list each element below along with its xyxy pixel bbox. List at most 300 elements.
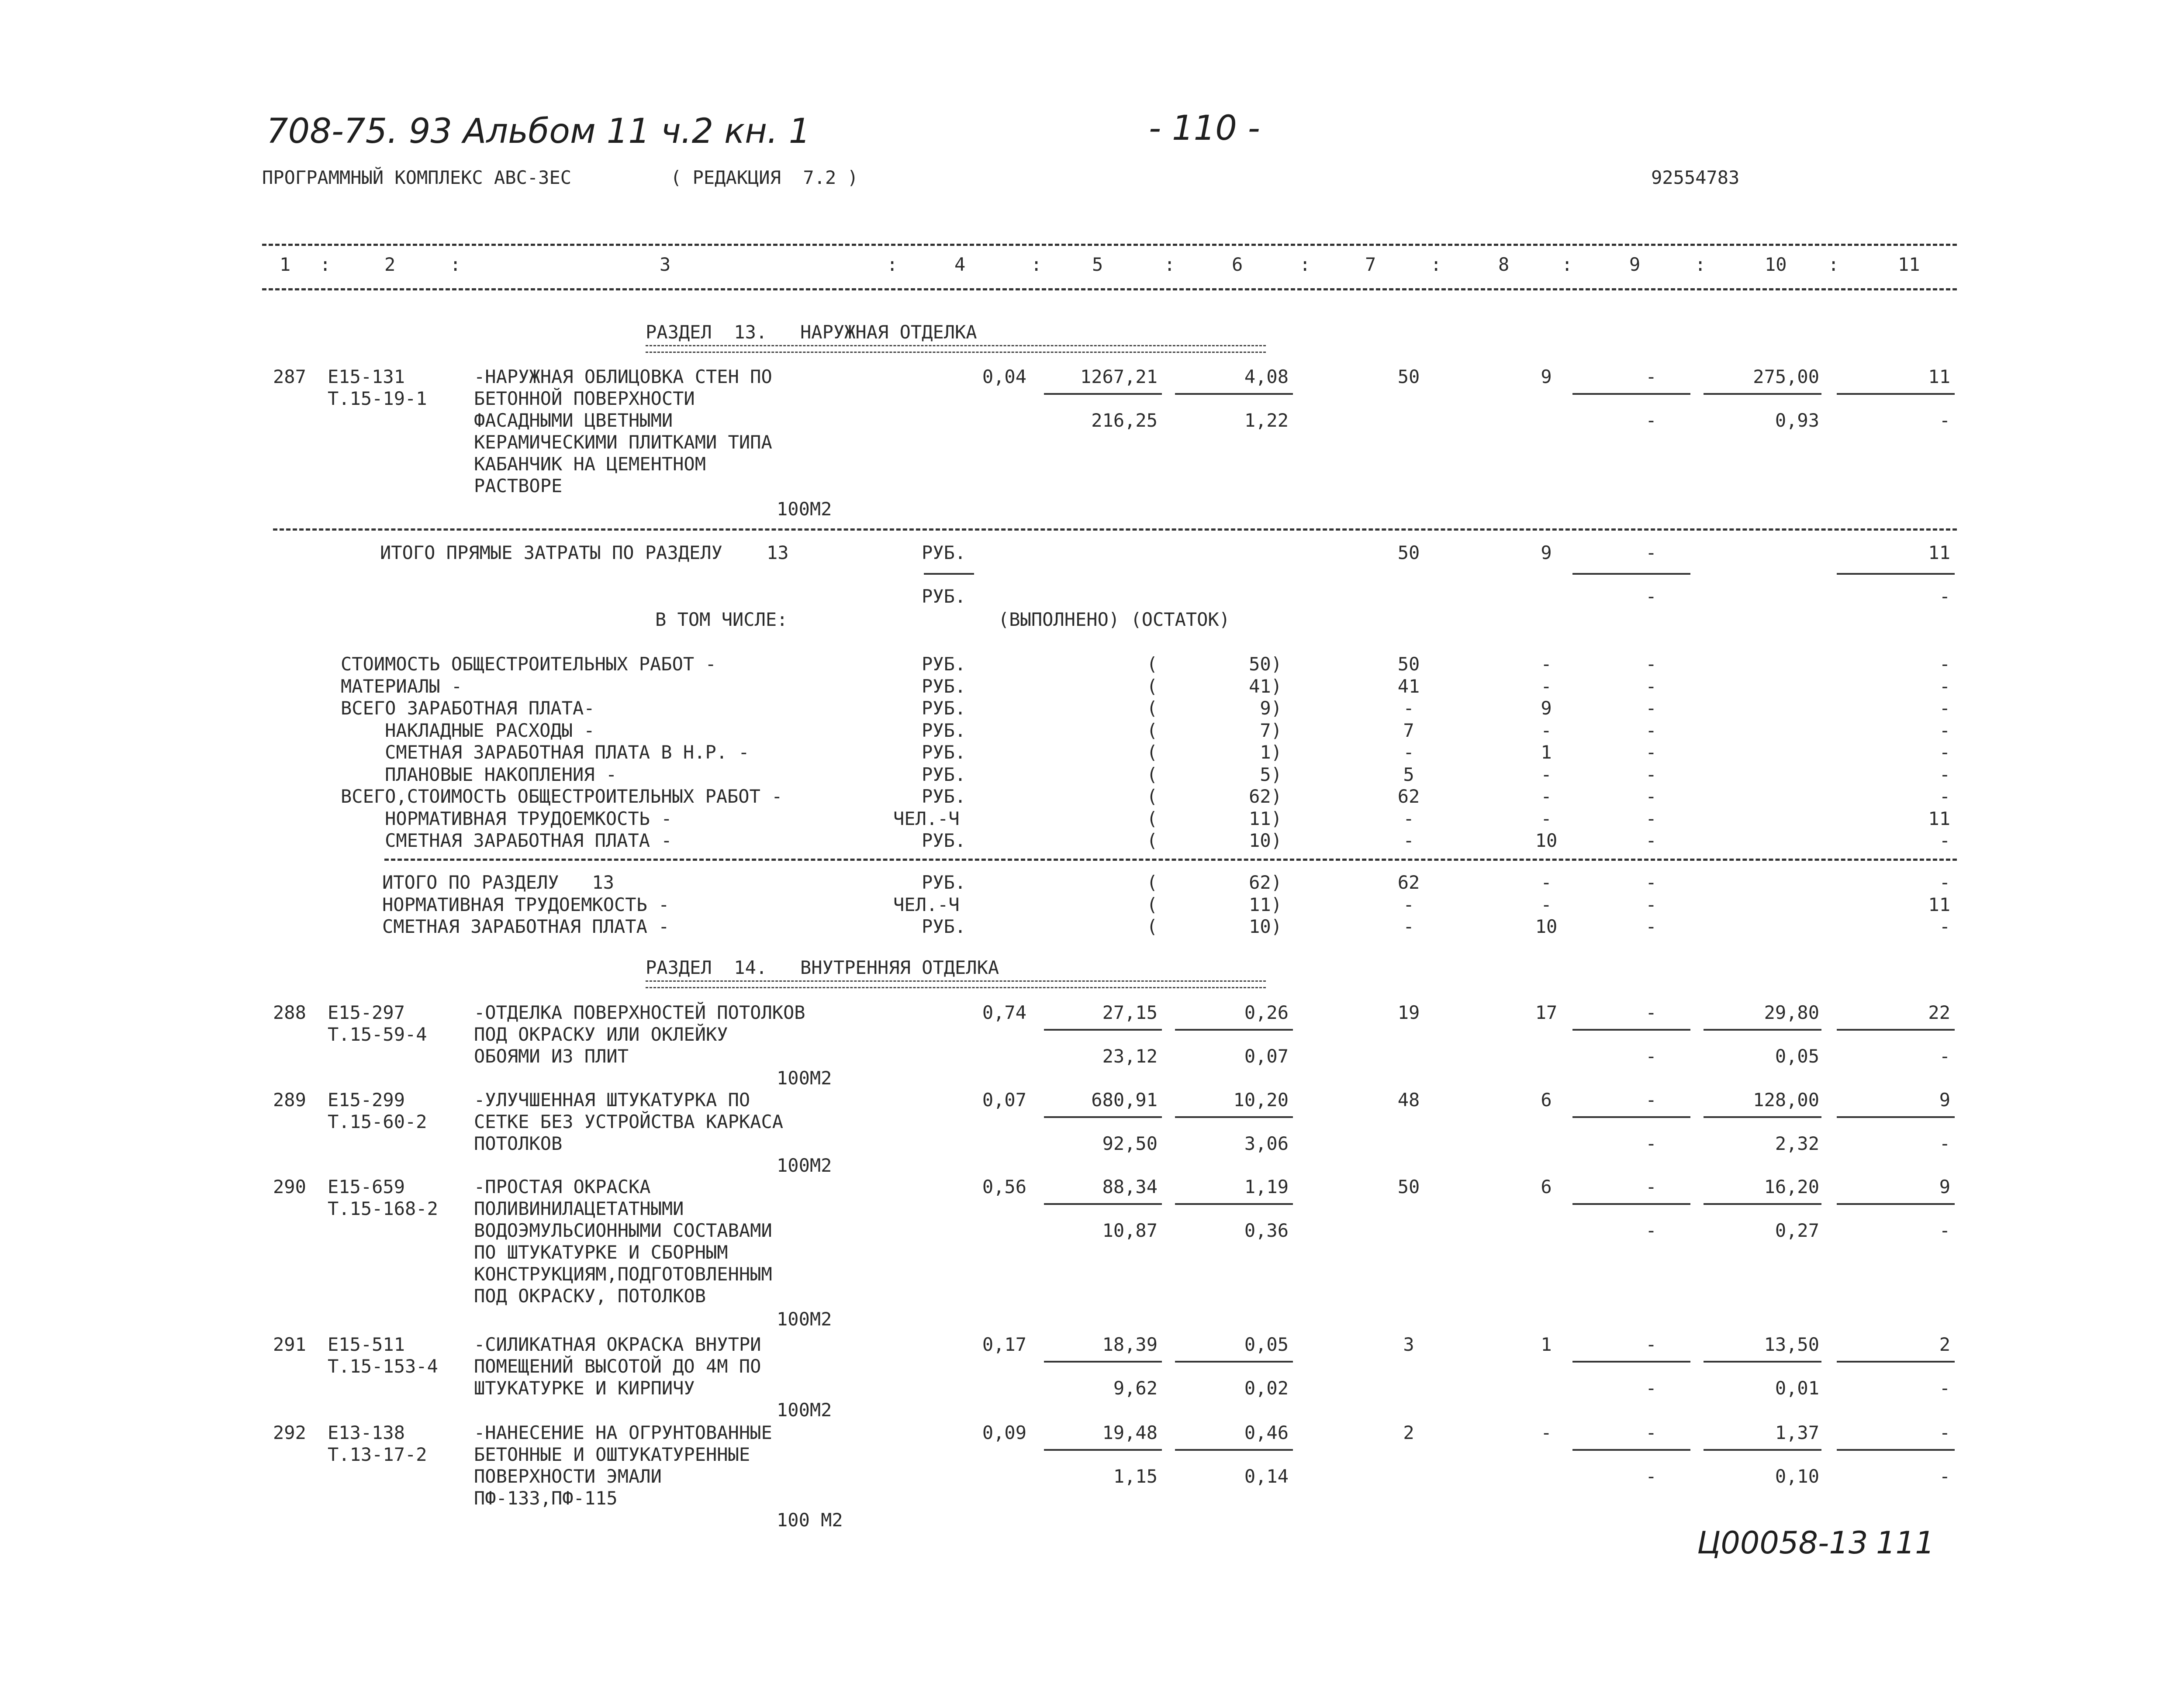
item-col10-wages: 0,27 (1775, 1220, 1819, 1241)
item-col9-rule (1572, 393, 1690, 395)
item-col6-total-cost: 10,20 (1233, 1089, 1289, 1111)
item-col9-wages: - (1645, 1133, 1657, 1154)
totals-col9: - (1645, 542, 1657, 563)
item-col7: 50 (1397, 366, 1420, 387)
item-col10-rule (1704, 1449, 1821, 1451)
item-col11: - (1939, 1422, 1950, 1443)
item-col11-rule (1837, 1361, 1955, 1363)
item-col6-rule (1175, 1449, 1293, 1451)
breakdown-value: 11) (1249, 807, 1282, 829)
item-col11-rule (1837, 393, 1955, 395)
breakdown-col8: - (1541, 763, 1552, 785)
item-col6-rule (1175, 1361, 1293, 1363)
item-col6-wages: 0,07 (1244, 1045, 1289, 1067)
item-col6-wages: 3,06 (1244, 1133, 1289, 1154)
item-col10-wages: 2,32 (1775, 1133, 1819, 1154)
section-total-col11: - (1939, 916, 1950, 937)
item-col10: 1,37 (1775, 1422, 1819, 1443)
item-description-line: -СИЛИКАТНАЯ ОКРАСКА ВНУТРИ (474, 1334, 761, 1355)
breakdown-col8: 9 (1541, 697, 1552, 719)
item-description-line: ПФ-133,ПФ-115 (474, 1487, 618, 1509)
item-col11-wages: - (1939, 1377, 1950, 1399)
column-header-7: 7 (1365, 254, 1376, 275)
breakdown-col11: - (1939, 786, 1950, 807)
column-separator: : (1031, 254, 1042, 275)
header-rule-bottom (262, 288, 1957, 290)
handwritten-code: 708-75. 93 (266, 112, 453, 151)
breakdown-col9: - (1645, 742, 1657, 763)
section-13-title: РАЗДЕЛ 13. НАРУЖНАЯ ОТДЕЛКА (646, 321, 977, 343)
breakdown-col11: - (1939, 763, 1950, 785)
item-description-line: СЕТКЕ БЕЗ УСТРОЙСТВА КАРКАСА (474, 1111, 784, 1132)
section-total-col9: - (1645, 872, 1657, 893)
section-total-value: 62) (1249, 872, 1282, 893)
item-col10: 128,00 (1753, 1089, 1819, 1111)
item-col11-rule (1837, 1203, 1955, 1205)
breakdown-label: ПЛАНОВЫЕ НАКОПЛЕНИЯ - (341, 763, 617, 785)
item-unit: 100М2 (777, 1308, 832, 1330)
breakdown-col11: - (1939, 830, 1950, 851)
section-total-unit: ЧЕЛ.-Ч (893, 894, 960, 915)
item-col9: - (1645, 1002, 1657, 1023)
column-header-4: 4 (954, 254, 966, 275)
header-rule-top (262, 244, 1957, 246)
item-description-line: -НАНЕСЕНИЕ НА ОГРУНТОВАННЫЕ (474, 1422, 772, 1443)
item-col9-rule (1572, 1449, 1690, 1451)
totals-col11-rule (1837, 573, 1955, 575)
breakdown-col7: - (1403, 742, 1414, 763)
item-col9: - (1645, 366, 1657, 387)
item-col10-rule (1704, 1116, 1821, 1118)
item-description-line: -НАРУЖНАЯ ОБЛИЦОВКА СТЕН ПО (474, 366, 772, 387)
item-col5-unit-cost: 1267,21 (1080, 366, 1158, 387)
section-14-underline (646, 980, 1266, 988)
section-total-label: НОРМАТИВНАЯ ТРУДОЕМКОСТЬ - (382, 894, 670, 915)
section-total-col8: - (1541, 894, 1552, 915)
item-number: 290 (273, 1176, 306, 1197)
column-separator: : (320, 254, 331, 275)
item-col10-wages: 0,01 (1775, 1377, 1819, 1399)
breakdown-value: 62) (1249, 786, 1282, 807)
item-reference: Т.15-60-2 (328, 1111, 427, 1132)
item-unit: 100М2 (777, 1067, 832, 1089)
section-total-label: ИТОГО ПО РАЗДЕЛУ 13 (382, 872, 615, 893)
column-separator: : (887, 254, 898, 275)
totals-col7: 50 (1397, 542, 1420, 563)
item-col4-quantity: 0,56 (982, 1176, 1026, 1197)
item-col8: 9 (1541, 366, 1552, 387)
item-col6-rule (1175, 1029, 1293, 1031)
section-total-col8: 10 (1535, 916, 1558, 937)
item-col9-wages: - (1645, 410, 1657, 431)
breakdown-unit: РУБ. (922, 830, 966, 851)
item-description-line: БЕТОННОЙ ПОВЕРХНОСТИ (474, 388, 695, 409)
breakdown-col7: - (1403, 830, 1414, 851)
totals-unit-1: РУБ. (922, 542, 966, 563)
item-description-line: ПОВЕРХНОСТИ ЭМАЛИ (474, 1466, 662, 1487)
breakdown-col9: - (1645, 830, 1657, 851)
breakdown-unit: ЧЕЛ.-Ч (893, 807, 960, 829)
column-header-6: 6 (1232, 254, 1243, 275)
breakdown-paren: ( (1147, 719, 1158, 741)
done-remaining-label: (ВЫПОЛНЕНО) (ОСТАТОК) (998, 609, 1230, 630)
breakdown-paren: ( (1147, 786, 1158, 807)
section-total-col7: 62 (1397, 872, 1420, 893)
section-13-breakdown-rule (384, 859, 1957, 861)
section-total-unit: РУБ. (922, 872, 966, 893)
item-number: 291 (273, 1334, 306, 1355)
item-col11: 22 (1928, 1002, 1950, 1023)
breakdown-value: 50) (1249, 653, 1282, 675)
item-col9-rule (1572, 1361, 1690, 1363)
item-col6-total-cost: 1,19 (1244, 1176, 1289, 1197)
item-col9-wages: - (1645, 1220, 1657, 1241)
item-col4-quantity: 0,04 (982, 366, 1026, 387)
including-label: В ТОМ ЧИСЛЕ: (655, 609, 788, 630)
item-col10-rule (1704, 1361, 1821, 1363)
item-col5-rule (1044, 1116, 1162, 1118)
column-header-1: 1 (280, 254, 291, 275)
breakdown-col11: - (1939, 653, 1950, 675)
item-number: 292 (273, 1422, 306, 1443)
item-description-line: РАСТВОРЕ (474, 475, 563, 497)
breakdown-label: НОРМАТИВНАЯ ТРУДОЕМКОСТЬ - (341, 807, 672, 829)
handwritten-album: Альбом 11 ч.2 кн. 1 (463, 112, 811, 151)
item-code: Е15-297 (328, 1002, 405, 1023)
item-col4-quantity: 0,07 (982, 1089, 1026, 1111)
breakdown-unit: РУБ. (922, 763, 966, 785)
item-col10: 13,50 (1764, 1334, 1819, 1355)
item-col5-rule (1044, 1361, 1162, 1363)
section-total-col11: - (1939, 872, 1950, 893)
item-description-line: ШТУКАТУРКЕ И КИРПИЧУ (474, 1377, 695, 1399)
breakdown-col9: - (1645, 719, 1657, 741)
breakdown-col8: - (1541, 675, 1552, 697)
item-col11-rule (1837, 1449, 1955, 1451)
column-separator: : (1562, 254, 1573, 275)
item-code: Е15-131 (328, 366, 405, 387)
section-total-col9: - (1645, 916, 1657, 937)
item-col10-wages: 0,05 (1775, 1045, 1819, 1067)
section-14-title: РАЗДЕЛ 14. ВНУТРЕННЯЯ ОТДЕЛКА (646, 957, 999, 978)
item-col9-rule (1572, 1116, 1690, 1118)
item-col9-wages: - (1645, 1377, 1657, 1399)
item-col6-total-cost: 0,05 (1244, 1334, 1289, 1355)
column-separator: : (450, 254, 461, 275)
section-total-col7: - (1403, 894, 1414, 915)
breakdown-col7: 41 (1397, 675, 1420, 697)
item-col9: - (1645, 1089, 1657, 1111)
breakdown-col9: - (1645, 807, 1657, 829)
breakdown-value: 9) (1260, 697, 1282, 719)
column-header-9: 9 (1629, 254, 1641, 275)
item-col8: - (1541, 1422, 1552, 1443)
item-code: Е13-138 (328, 1422, 405, 1443)
item-col11-rule (1837, 1116, 1955, 1118)
breakdown-value: 1) (1260, 742, 1282, 763)
item-col5-wages: 92,50 (1102, 1133, 1158, 1154)
item-col5-wages: 9,62 (1113, 1377, 1158, 1399)
item-reference: Т.15-59-4 (328, 1024, 427, 1045)
section-total-unit: РУБ. (922, 916, 966, 937)
column-separator: : (1164, 254, 1175, 275)
item-col5-unit-cost: 88,34 (1102, 1176, 1158, 1197)
item-col11: 9 (1939, 1176, 1950, 1197)
breakdown-unit: РУБ. (922, 786, 966, 807)
breakdown-col11: - (1939, 697, 1950, 719)
item-unit: 100М2 (777, 1399, 832, 1421)
section-total-col8: - (1541, 872, 1552, 893)
item-col6-total-cost: 0,26 (1244, 1002, 1289, 1023)
item-col5-wages: 216,25 (1091, 410, 1158, 431)
column-header-5: 5 (1092, 254, 1103, 275)
item-col11-wages: - (1939, 1466, 1950, 1487)
breakdown-unit: РУБ. (922, 675, 966, 697)
totals-col9-rule (1572, 573, 1690, 575)
breakdown-col8: 1 (1541, 742, 1552, 763)
breakdown-col9: - (1645, 675, 1657, 697)
section-total-label: СМЕТНАЯ ЗАРАБОТНАЯ ПЛАТА - (382, 916, 670, 937)
breakdown-col11: - (1939, 675, 1950, 697)
item-col10-wages: 0,10 (1775, 1466, 1819, 1487)
item-col6-wages: 0,36 (1244, 1220, 1289, 1241)
item-col6-rule (1175, 1116, 1293, 1118)
item-col6-rule (1175, 1203, 1293, 1205)
item-col11-wages: - (1939, 410, 1950, 431)
item-description-line: ПО ШТУКАТУРКЕ И СБОРНЫМ (474, 1242, 728, 1263)
breakdown-col7: 5 (1403, 763, 1414, 785)
item-description-line: КОНСТРУКЦИЯМ,ПОДГОТОВЛЕННЫМ (474, 1263, 772, 1285)
item-number: 287 (273, 366, 306, 387)
item-description-line: КАБАНЧИК НА ЦЕМЕНТНОМ (474, 453, 706, 475)
item-col4-quantity: 0,09 (982, 1422, 1026, 1443)
item-col9-rule (1572, 1029, 1690, 1031)
breakdown-value: 5) (1260, 763, 1282, 785)
item-col11-rule (1837, 1029, 1955, 1031)
item-col6-wages: 0,02 (1244, 1377, 1289, 1399)
totals-col11-b: - (1939, 586, 1950, 607)
item-col5-wages: 1,15 (1113, 1466, 1158, 1487)
handwritten-page-number: - 110 - (1149, 109, 1260, 148)
item-unit: 100М2 (777, 1155, 832, 1176)
item-unit: 100М2 (777, 498, 832, 520)
item-reference: Т.15-168-2 (328, 1198, 438, 1219)
breakdown-col8: - (1541, 719, 1552, 741)
item-col7: 2 (1403, 1422, 1414, 1443)
item-description-line: ВОДОЭМУЛЬСИОННЫМИ СОСТАВАМИ (474, 1220, 772, 1241)
breakdown-col11: - (1939, 742, 1950, 763)
totals-unit-2: РУБ. (922, 586, 966, 607)
item-description-line: -ПРОСТАЯ ОКРАСКА (474, 1176, 651, 1197)
item-col8: 6 (1541, 1089, 1552, 1111)
breakdown-unit: РУБ. (922, 719, 966, 741)
item-reference: Т.13-17-2 (328, 1444, 427, 1465)
item-col7: 3 (1403, 1334, 1414, 1355)
breakdown-col11: - (1939, 719, 1950, 741)
breakdown-col9: - (1645, 786, 1657, 807)
breakdown-label: ВСЕГО ЗАРАБОТНАЯ ПЛАТА- (341, 697, 595, 719)
item-col6-rule (1175, 393, 1293, 395)
totals-unit-rule (924, 573, 974, 575)
breakdown-paren: ( (1147, 742, 1158, 763)
item-reference: Т.15-19-1 (328, 388, 427, 409)
document-number: 92554783 (1651, 167, 1740, 188)
breakdown-col9: - (1645, 763, 1657, 785)
item-col6-wages: 0,14 (1244, 1466, 1289, 1487)
item-col11: 11 (1928, 366, 1950, 387)
breakdown-label: ВСЕГО,СТОИМОСТЬ ОБЩЕСТРОИТЕЛЬНЫХ РАБОТ - (341, 786, 783, 807)
item-col5-unit-cost: 18,39 (1102, 1334, 1158, 1355)
breakdown-label: СМЕТНАЯ ЗАРАБОТНАЯ ПЛАТА В Н.Р. - (341, 742, 750, 763)
item-col6-total-cost: 0,46 (1244, 1422, 1289, 1443)
breakdown-value: 7) (1260, 719, 1282, 741)
section-total-value: 11) (1249, 894, 1282, 915)
item-col4-quantity: 0,74 (982, 1002, 1026, 1023)
item-col5-rule (1044, 1203, 1162, 1205)
totals-col11: 11 (1928, 542, 1950, 563)
column-header-11: 11 (1898, 254, 1920, 275)
item-col10-wages: 0,93 (1775, 410, 1819, 431)
section-total-col9: - (1645, 894, 1657, 915)
column-header-10: 10 (1765, 254, 1787, 275)
breakdown-unit: РУБ. (922, 653, 966, 675)
item-description-line: ПОД ОКРАСКУ ИЛИ ОКЛЕЙКУ (474, 1024, 728, 1045)
item-col5-wages: 23,12 (1102, 1045, 1158, 1067)
breakdown-col8: 10 (1535, 830, 1558, 851)
breakdown-value: 41) (1249, 675, 1282, 697)
item-description-line: ОБОЯМИ ИЗ ПЛИТ (474, 1045, 629, 1067)
handwritten-stamp: Ц00058-13 (1697, 1525, 1868, 1561)
breakdown-label: СТОИМОСТЬ ОБЩЕСТРОИТЕЛЬНЫХ РАБОТ - (341, 653, 716, 675)
breakdown-col8: - (1541, 807, 1552, 829)
item-col9-wages: - (1645, 1466, 1657, 1487)
handwritten-stamp-page: 111 (1876, 1525, 1935, 1561)
item-col10: 275,00 (1753, 366, 1819, 387)
item-col8: 17 (1535, 1002, 1558, 1023)
item-description-line: ПОТОЛКОВ (474, 1133, 563, 1154)
column-separator: : (1299, 254, 1311, 275)
item-col10-rule (1704, 1203, 1821, 1205)
item-col7: 19 (1397, 1002, 1420, 1023)
totals-col8: 9 (1541, 542, 1552, 563)
breakdown-unit: РУБ. (922, 697, 966, 719)
item-col11: 9 (1939, 1089, 1950, 1111)
item-reference: Т.15-153-4 (328, 1356, 438, 1377)
breakdown-paren: ( (1147, 675, 1158, 697)
column-separator: : (1431, 254, 1442, 275)
item-col9: - (1645, 1422, 1657, 1443)
item-col10-rule (1704, 393, 1821, 395)
section-total-col11: 11 (1928, 894, 1950, 915)
section-13-underline (646, 345, 1266, 353)
item-description-line: ФАСАДНЫМИ ЦВЕТНЫМИ (474, 410, 673, 431)
item-code: Е15-659 (328, 1176, 405, 1197)
item-description-line: ПОМЕЩЕНИЙ ВЫСОТОЙ ДО 4М ПО (474, 1356, 761, 1377)
item-description-line: БЕТОННЫЕ И ОШТУКАТУРЕННЫЕ (474, 1444, 750, 1465)
section-total-paren: ( (1147, 872, 1158, 893)
section-total-col7: - (1403, 916, 1414, 937)
section-total-paren: ( (1147, 894, 1158, 915)
breakdown-label: МАТЕРИАЛЫ - (341, 675, 463, 697)
item-col8: 1 (1541, 1334, 1552, 1355)
item-col4-quantity: 0,17 (982, 1334, 1026, 1355)
item-col11-wages: - (1939, 1133, 1950, 1154)
column-separator: : (1695, 254, 1706, 275)
item-col10-rule (1704, 1029, 1821, 1031)
item-col5-rule (1044, 1029, 1162, 1031)
breakdown-paren: ( (1147, 763, 1158, 785)
item-description-line: ПОЛИВИНИЛАЦЕТАТНЫМИ (474, 1198, 684, 1219)
item-col5-rule (1044, 393, 1162, 395)
breakdown-col7: 50 (1397, 653, 1420, 675)
item-col10: 16,20 (1764, 1176, 1819, 1197)
item-col9: - (1645, 1334, 1657, 1355)
item-col5-unit-cost: 680,91 (1091, 1089, 1158, 1111)
breakdown-paren: ( (1147, 830, 1158, 851)
item-col6-wages: 1,22 (1244, 410, 1289, 431)
program-name: ПРОГРАММНЫЙ КОМПЛЕКС АВС-3ЕС (262, 167, 572, 188)
item-code: Е15-299 (328, 1089, 405, 1111)
program-edition: ( РЕДАКЦИЯ 7.2 ) (670, 167, 858, 188)
item-col9-rule (1572, 1203, 1690, 1205)
breakdown-col7: - (1403, 697, 1414, 719)
item-col7: 48 (1397, 1089, 1420, 1111)
item-col10: 29,80 (1764, 1002, 1819, 1023)
section-13-items-rule (273, 528, 1957, 531)
item-col7: 50 (1397, 1176, 1420, 1197)
section-total-paren: ( (1147, 916, 1158, 937)
item-col11-wages: - (1939, 1045, 1950, 1067)
section-13-direct-costs-label: ИТОГО ПРЯМЫЕ ЗАТРАТЫ ПО РАЗДЕЛУ 13 (380, 542, 789, 563)
breakdown-col9: - (1645, 653, 1657, 675)
breakdown-col7: - (1403, 807, 1414, 829)
section-total-value: 10) (1249, 916, 1282, 937)
item-col5-wages: 10,87 (1102, 1220, 1158, 1241)
item-col5-rule (1044, 1449, 1162, 1451)
breakdown-unit: РУБ. (922, 742, 966, 763)
item-number: 288 (273, 1002, 306, 1023)
breakdown-label: СМЕТНАЯ ЗАРАБОТНАЯ ПЛАТА - (341, 830, 672, 851)
breakdown-col7: 62 (1397, 786, 1420, 807)
item-col5-unit-cost: 19,48 (1102, 1422, 1158, 1443)
column-separator: : (1828, 254, 1839, 275)
column-header-8: 8 (1498, 254, 1510, 275)
column-header-2: 2 (384, 254, 396, 275)
breakdown-value: 10) (1249, 830, 1282, 851)
breakdown-col7: 7 (1403, 719, 1414, 741)
item-code: Е15-511 (328, 1334, 405, 1355)
breakdown-label: НАКЛАДНЫЕ РАСХОДЫ - (341, 719, 595, 741)
breakdown-col11: 11 (1928, 807, 1950, 829)
item-col11-wages: - (1939, 1220, 1950, 1241)
item-col9-wages: - (1645, 1045, 1657, 1067)
breakdown-paren: ( (1147, 807, 1158, 829)
breakdown-paren: ( (1147, 653, 1158, 675)
item-col8: 6 (1541, 1176, 1552, 1197)
totals-col9-b: - (1645, 586, 1657, 607)
item-description-line: ПОД ОКРАСКУ, ПОТОЛКОВ (474, 1285, 706, 1307)
item-col11: 2 (1939, 1334, 1950, 1355)
breakdown-col9: - (1645, 697, 1657, 719)
column-header-3: 3 (660, 254, 671, 275)
breakdown-paren: ( (1147, 697, 1158, 719)
item-col5-unit-cost: 27,15 (1102, 1002, 1158, 1023)
item-col9: - (1645, 1176, 1657, 1197)
item-number: 289 (273, 1089, 306, 1111)
item-col6-total-cost: 4,08 (1244, 366, 1289, 387)
item-description-line: -ОТДЕЛКА ПОВЕРХНОСТЕЙ ПОТОЛКОВ (474, 1002, 805, 1023)
breakdown-col8: - (1541, 653, 1552, 675)
